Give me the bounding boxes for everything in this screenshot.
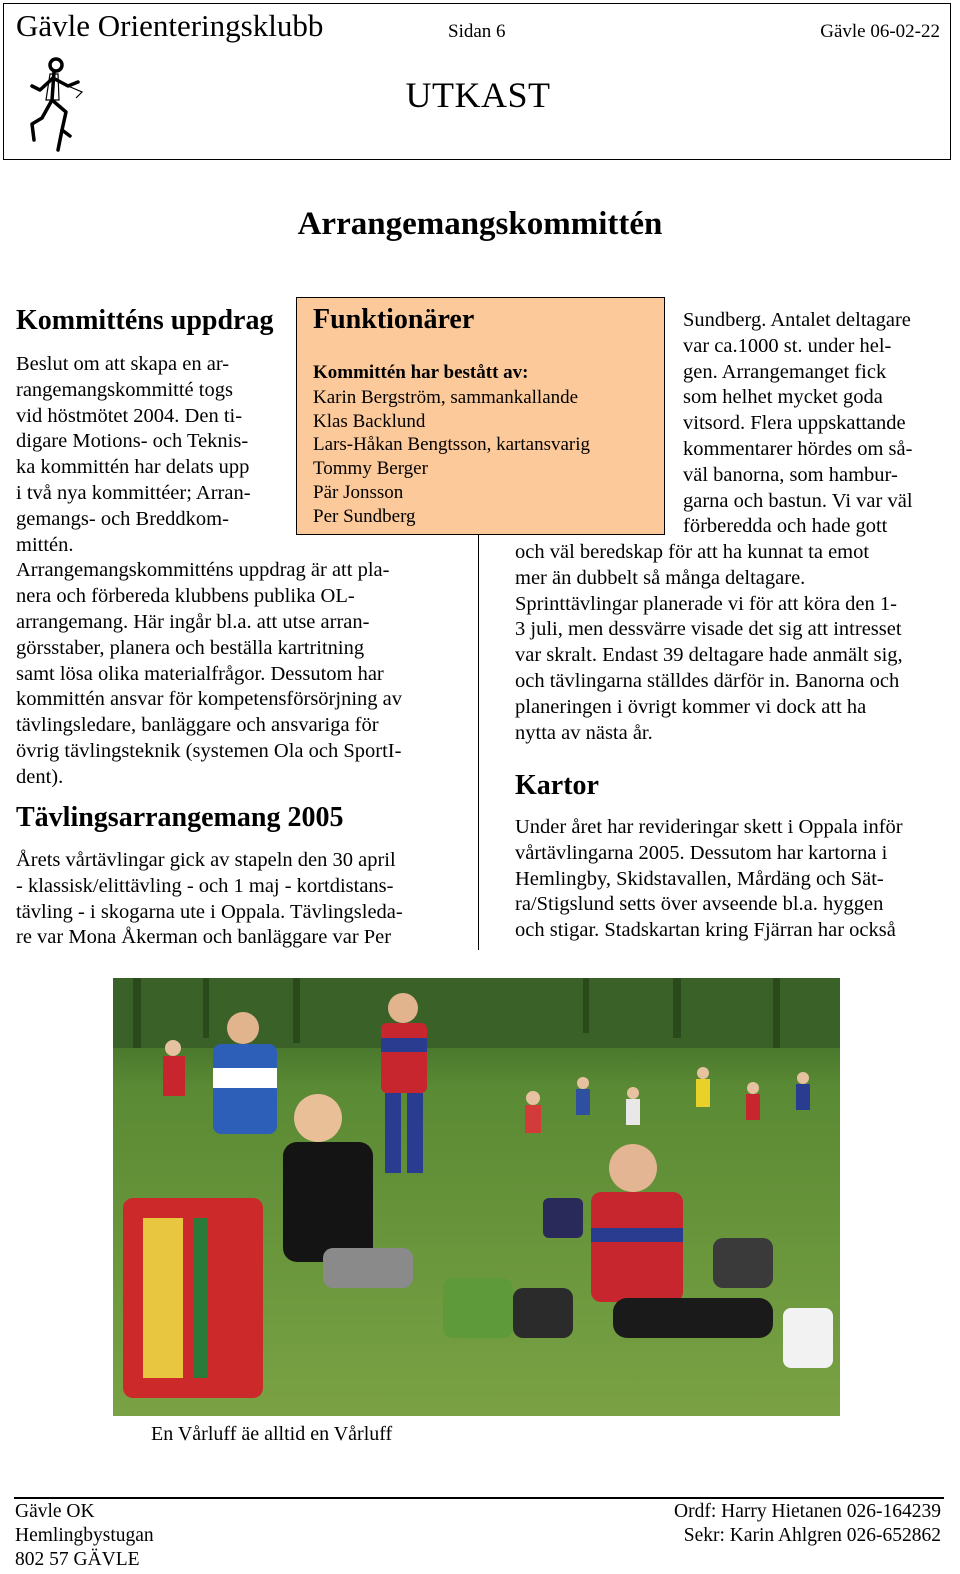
text-line: Sundberg. Antalet deltagare [683,309,911,331]
text-line: mittén. [16,533,74,556]
heading-kommittens-uppdrag: Kommitténs uppdrag [16,305,274,336]
funktionarer-title: Funktionärer [313,304,475,335]
tavling-paragraph [16,848,403,951]
heading-tavlingsarrangemang: Tävlingsarrangemang 2005 [16,802,344,833]
footer-line: Gävle OK [15,1501,95,1522]
text-line: vid höstmötet 2004. Den ti- [16,404,243,427]
footer-address [15,1500,154,1572]
text-line: i två nya kommittéer; Arran- [16,481,251,504]
text-line: planeringen i övrigt kommer vi dock att ha [515,695,867,718]
page-number: Sidan 6 [448,21,506,42]
footer-line: 802 57 GÄVLE [15,1549,140,1570]
column-divider [478,535,479,950]
member-item: Lars-Håkan Bengtsson, kartansvarig [313,434,591,456]
page-header [3,3,951,160]
footer-divider [14,1497,944,1499]
event-photo [113,978,840,1416]
text-line: arrangemang. Här ingår bl.a. att utse arran- [16,610,370,633]
text-line: nytta av nästa år. [515,721,653,744]
text-line: nera och förbereda klubbens publika OL- [16,585,355,608]
text-line: kommentarer hördes om så- [683,437,913,460]
member-item: Klas Backlund [313,410,426,432]
member-list [313,386,590,528]
draft-label: UTKAST [405,75,551,115]
text-line: väl banorna, som hambur- [683,463,898,486]
text-line: kommittén ansvar för kompetensförsörjning av [16,688,402,711]
member-item: Pär Jonsson [313,481,404,503]
text-line: Årets vårtävlingar gick av stapeln den 30 april [16,849,396,871]
text-line: ka kommittén har delats upp [16,456,250,479]
photo-caption: En Vårluff äe alltid en Vårluff [151,1423,393,1445]
text-line: - klassisk/elittävling - och 1 maj - kortdistans- [16,874,394,897]
heading-kartor: Kartor [515,770,599,801]
text-line: var skralt. Endast 39 deltagare hade anmält sig, [515,644,903,667]
member-item: Karin Bergström, sammankallande [313,387,579,408]
footer-line: Sekr: Karin Ahlgren 026-652862 [683,1525,941,1546]
section-title: Arrangemangskommittén [297,206,663,242]
text-line: Sprinttävlingar planerade vi för att köra den 1- [515,592,897,615]
text-line: övrig tävlingsteknik (systemen Ola och SportI- [16,739,402,762]
issue-date: Gävle 06-02-22 [820,21,940,42]
text-line: förberedda och hade gott [683,515,888,538]
footer-line: Hemlingbystugan [15,1525,154,1546]
photo-illustration [113,978,840,1416]
text-line: var ca.1000 st. under hel- [683,334,892,357]
member-item: Tommy Berger [313,458,428,480]
text-line: tävling - i skogarna ute i Oppala. Tävlingsleda- [16,900,403,923]
text-line: och tävlingarna ställdes därför in. Banorna och [515,669,900,692]
text-line: digare Motions- och Teknis- [16,430,249,453]
text-line: görsstaber, planera och beställa kartritning [16,636,365,659]
text-line: och väl beredskap för att ha kunnat ta emot [515,541,870,563]
text-line: Beslut om att skapa en ar- [16,353,230,375]
member-item: Per Sundberg [313,505,416,527]
text-line: re var Mona Åkerman och banläggare var Per [16,926,392,949]
text-line: gemangs- och Breddkom- [16,507,229,530]
footer-contacts [674,1500,941,1548]
text-line: 3 juli, men dessvärre visade det sig att intresset [515,618,902,641]
text-line: garna och bastun. Vi var väl [683,489,913,512]
text-line: och stigar. Stadskartan kring Fjärran har också [515,919,896,942]
club-name: Gävle Orienteringsklubb [16,8,324,43]
text-line: Hemlingby, Skidstavallen, Mårdäng och Sät- [515,867,884,890]
text-line: vårtävlingarna 2005. Dessutom har kartorna i [515,841,888,864]
text-line: tävlingsledare, banläggare och ansvariga för [16,714,379,737]
text-line: vitsord. Flera uppskattande [683,412,906,435]
text-line: samt lösa olika materialfrågor. Dessutom har [16,662,384,685]
funktionarer-box [296,297,665,535]
text-line: gen. Arrangemanget fick [683,360,887,383]
text-line: rangemangskommitté togs [16,378,233,401]
text-line: Under året har revideringar skett i Oppala inför [515,816,903,838]
kartor-paragraph [515,815,903,944]
runner-icon [26,56,92,154]
text-line: Arrangemangskommitténs uppdrag är att pla- [16,559,390,582]
text-line: som helhet mycket goda [683,386,883,409]
right-column-main [515,540,903,746]
funktionarer-subtitle: Kommittén har bestått av: [313,362,529,383]
text-line: dent). [16,765,64,788]
footer-line: Ordf: Harry Hietanen 026-164239 [674,1501,941,1522]
text-line: mer än dubbelt så många deltagare. [515,566,806,589]
text-line: ra/Stigslund setts över avseende bl.a. hyggen [515,893,884,916]
right-column-top [683,308,913,540]
